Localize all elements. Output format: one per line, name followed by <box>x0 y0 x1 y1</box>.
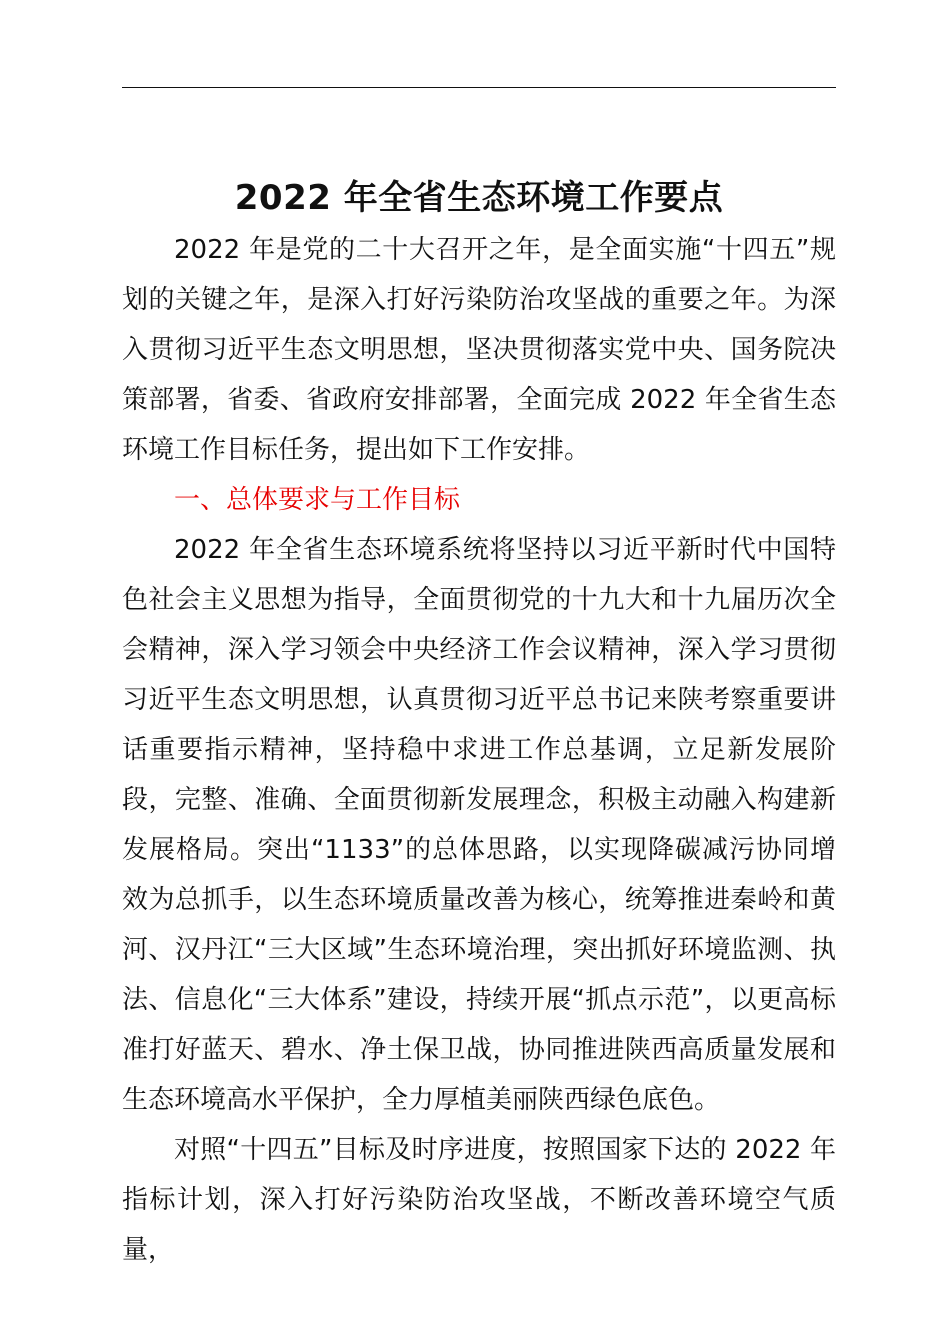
intro-paragraph: 2022 年是党的二十大召开之年，是全面实施“十四五”规划的关键之年，是深入打好污染防治攻坚战的重要之年。为深入贯彻习近平生态文明思想，坚决贯彻落实党中央、国务院决策部署，省委、省政府安排部署，全面完成 2022 年全省生态环境工作目标任务，提出如下工作安排。 <box>122 235 836 465</box>
document-title: 2022 年全省生态环境工作要点 <box>234 177 724 218</box>
header-rule <box>122 87 836 88</box>
section-paragraph: 对照“十四五”目标及时序进度，按照国家下达的 2022 年指标计划，深入打好污染防治攻坚战，不断改善环境空气质量， <box>122 1135 836 1265</box>
section-heading: 一、总体要求与工作目标 <box>174 485 461 515</box>
document-body <box>122 225 836 1275</box>
section-paragraph: 2022 年全省生态环境系统将坚持以习近平新时代中国特色社会主义思想为指导，全面贯彻党的十九大和十九届历次全会精神，深入学习领会中央经济工作会议精神，深入学习贯彻习近平生态文明思想，认真贯彻习近平总书记来陕考察重要讲话重要指示精神，坚持稳中求进工作总基调，立足新发展阶段，完整、准确、全面贯彻新发展理念，积极主动融入构建新发展格局。突出“1133”的总体思路，以实现降碳减污协同增效为总抓手，以生态环境质量改善为核心，统筹推进秦岭和黄河、汉丹江“三大区域”生态环境治理，突出抓好环境监测、执法、信息化“三大体系”建设，持续开展“抓点示范”，以更高标准打好蓝天、碧水、净土保卫战，协同推进陕西高质量发展和生态环境高水平保护，全力厚植美丽陕西绿色底色。 <box>122 535 836 1115</box>
